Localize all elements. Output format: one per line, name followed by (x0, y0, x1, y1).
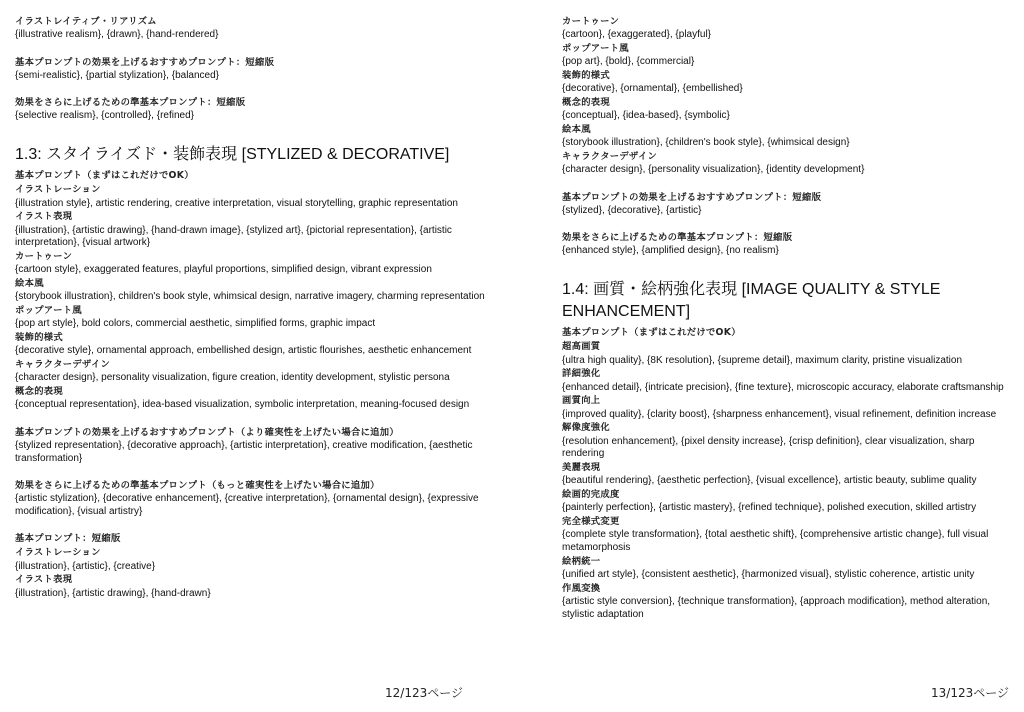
prompt-text: {pop art style}, bold colors, commercial aesthetic, simplified forms, graphic impact (15, 318, 376, 330)
prompt-label: 完全様式変更 (562, 516, 620, 527)
prompt-label: 効果をさらに上げるための準基本プロンプト：短縮版 (15, 97, 246, 108)
prompt-label: ポップアート風 (15, 305, 82, 316)
prompt-text: {selective realism}, {controlled}, {refined} (15, 110, 194, 122)
prompt-label: 作風変換 (562, 582, 601, 594)
prompt-label: イラスト表現 (15, 574, 73, 586)
page-13-content (562, 15, 1010, 621)
prompt-text: {unified art style}, {consistent aesthetic}, {harmonized visual}, stylistic coherence, artistic unity (562, 569, 975, 580)
prompt-text: {complete style transformation}, {total aesthetic shift}, {comprehensive artistic change}, full visual metamorphosis (562, 529, 989, 553)
prompt-label: 絵本風 (15, 278, 44, 289)
prompt-label: 概念的表現 (15, 386, 63, 397)
short-label: 基本プロンプト：短縮版 (15, 532, 121, 544)
further-label: 効果をさらに上げるための準基本プロンプト（もっと確実性を上げたい場合に追加） (15, 479, 380, 491)
section-heading (562, 279, 1010, 323)
prompt-text: {artistic style conversion}, {technique transformation}, {approach modification}, method alteration, stylistic adaptation (562, 596, 991, 620)
page-number: 13/123ページ (931, 686, 1009, 700)
prompt-label: イラストレーション (15, 184, 101, 196)
prompt-label: 装飾的様式 (562, 70, 610, 81)
further-text: {artistic stylization}, {decorative enhancement}, {creative interpretation}, {ornamental design}, {expressive modification}, {visual artistry} (15, 493, 479, 517)
section-heading-line2: ENHANCEMENT] (562, 303, 691, 320)
prompt-text: {storybook illustration}, {children's book style}, {whimsical design} (562, 137, 850, 149)
prompt-label: イラスト表現 (15, 211, 73, 223)
prompt-label: キャラクターデザイン (562, 151, 658, 162)
prompt-label: ポップアート風 (562, 43, 629, 54)
recommended-label: 基本プロンプトの効果を上げるおすすめプロンプト：短縮版 (562, 191, 822, 203)
prompt-text: {cartoon style}, exaggerated features, playful proportions, simplified design, vibrant expression (15, 264, 432, 276)
prompt-text: {illustrative realism}, {drawn}, {hand-rendered} (15, 29, 219, 41)
page-12-content (15, 15, 485, 600)
prompt-label: 解像度強化 (562, 422, 610, 434)
prompt-label: 超高画質 (562, 341, 601, 353)
prompt-label: 概念的表現 (562, 97, 610, 108)
prompt-label: 絵柄統一 (562, 555, 601, 567)
prompt-text: {beautiful rendering}, {aesthetic perfection}, {visual excellence}, artistic beauty, sublime quality (562, 475, 977, 487)
prompt-text: {cartoon}, {exaggerated}, {playful} (562, 29, 712, 41)
prompt-text: {illustration}, {artistic}, {creative} (15, 560, 156, 572)
recommended-text: {stylized}, {decorative}, {artistic} (562, 204, 702, 216)
prompt-label: 絵画的完成度 (562, 489, 620, 500)
prompt-label: 詳細強化 (562, 368, 601, 380)
recommended-label: 基本プロンプトの効果を上げるおすすめプロンプト（より確実性を上げたい場合に追加） (15, 426, 399, 438)
prompt-text: {resolution enhancement}, {pixel density increase}, {crisp definition}, clear visualization, sharp rendering (562, 435, 975, 460)
prompt-text: {storybook illustration}, children's book style, whimsical design, narrative imagery, charming representation (15, 291, 485, 303)
prompt-text: {semi-realistic}, {partial stylization}, {balanced} (15, 69, 220, 81)
prompt-text: {conceptual representation}, idea-based visualization, symbolic interpretation, meaning-focused design (15, 399, 470, 411)
section-heading-line1: 1.4: 画質・絵柄強化表現 [IMAGE QUALITY & STYLE (562, 281, 941, 298)
prompt-text: {painterly perfection}, {artistic mastery}, {refined technique}, polished execution, skilled artistry (562, 502, 977, 514)
basic-prompt-label: 基本プロンプト（まずはこれだけでOK） (562, 327, 741, 338)
prompt-text: {ultra high quality}, {8K resolution}, {supreme detail}, maximum clarity, pristine visualization (562, 354, 963, 366)
prompt-label: カートゥーン (562, 16, 620, 27)
prompt-label: 基本プロンプトの効果を上げるおすすめプロンプト：短縮版 (15, 56, 275, 68)
prompt-text: {character design}, personality visualization, figure creation, identity development, stylistic persona (15, 372, 450, 384)
prompt-label: 装飾的様式 (15, 332, 63, 343)
prompt-label: キャラクターデザイン (15, 359, 111, 370)
section-heading: 1.3: スタイライズド・装飾表現 [STYLIZED & DECORATIVE] (15, 146, 450, 163)
prompt-text: {pop art}, {bold}, {commercial} (562, 56, 695, 68)
prompt-text: {illustration}, {artistic drawing}, {hand-drawn image}, {stylized art}, {pictorial representation}, {artistic interpretation}, {visual artwork} (15, 224, 452, 249)
prompt-label: カートゥーン (15, 251, 73, 262)
page-number: 12/123ページ (385, 686, 463, 700)
prompt-label: 美麗表現 (562, 462, 601, 473)
prompt-text: {illustration style}, artistic rendering, creative interpretation, visual storytelling, graphic representation (15, 197, 458, 209)
prompt-label: 画質向上 (562, 395, 601, 407)
further-text: {enhanced style}, {amplified design}, {no realism} (562, 245, 779, 257)
prompt-label: イラストレーション (15, 547, 101, 559)
recommended-text: {stylized representation}, {decorative approach}, {artistic interpretation}, creative modification, {aesthetic transformation} (15, 439, 473, 464)
further-label: 効果をさらに上げるための準基本プロンプト：短縮版 (562, 232, 793, 243)
prompt-text: {conceptual}, {idea-based}, {symbolic} (562, 110, 730, 122)
prompt-text: {character design}, {personality visualization}, {identity development} (562, 164, 865, 176)
page-13 (512, 0, 1024, 712)
prompt-text: {illustration}, {artistic drawing}, {hand-drawn} (15, 587, 211, 599)
basic-prompt-label: 基本プロンプト（まずはこれだけでOK） (15, 170, 194, 181)
prompt-label: 絵本風 (562, 124, 591, 135)
prompt-label: イラストレイティブ・リアリズム (15, 16, 157, 27)
prompt-text: {enhanced detail}, {intricate precision}, {fine texture}, microscopic accuracy, elaborate craftsmanship (562, 381, 1004, 393)
prompt-text: {decorative style}, ornamental approach, embellished design, artistic flourishes, aesthetic enhancement (15, 345, 472, 357)
prompt-text: {improved quality}, {clarity boost}, {sharpness enhancement}, visual refinement, definition increase (562, 408, 997, 420)
prompt-text: {decorative}, {ornamental}, {embellished} (562, 83, 743, 95)
